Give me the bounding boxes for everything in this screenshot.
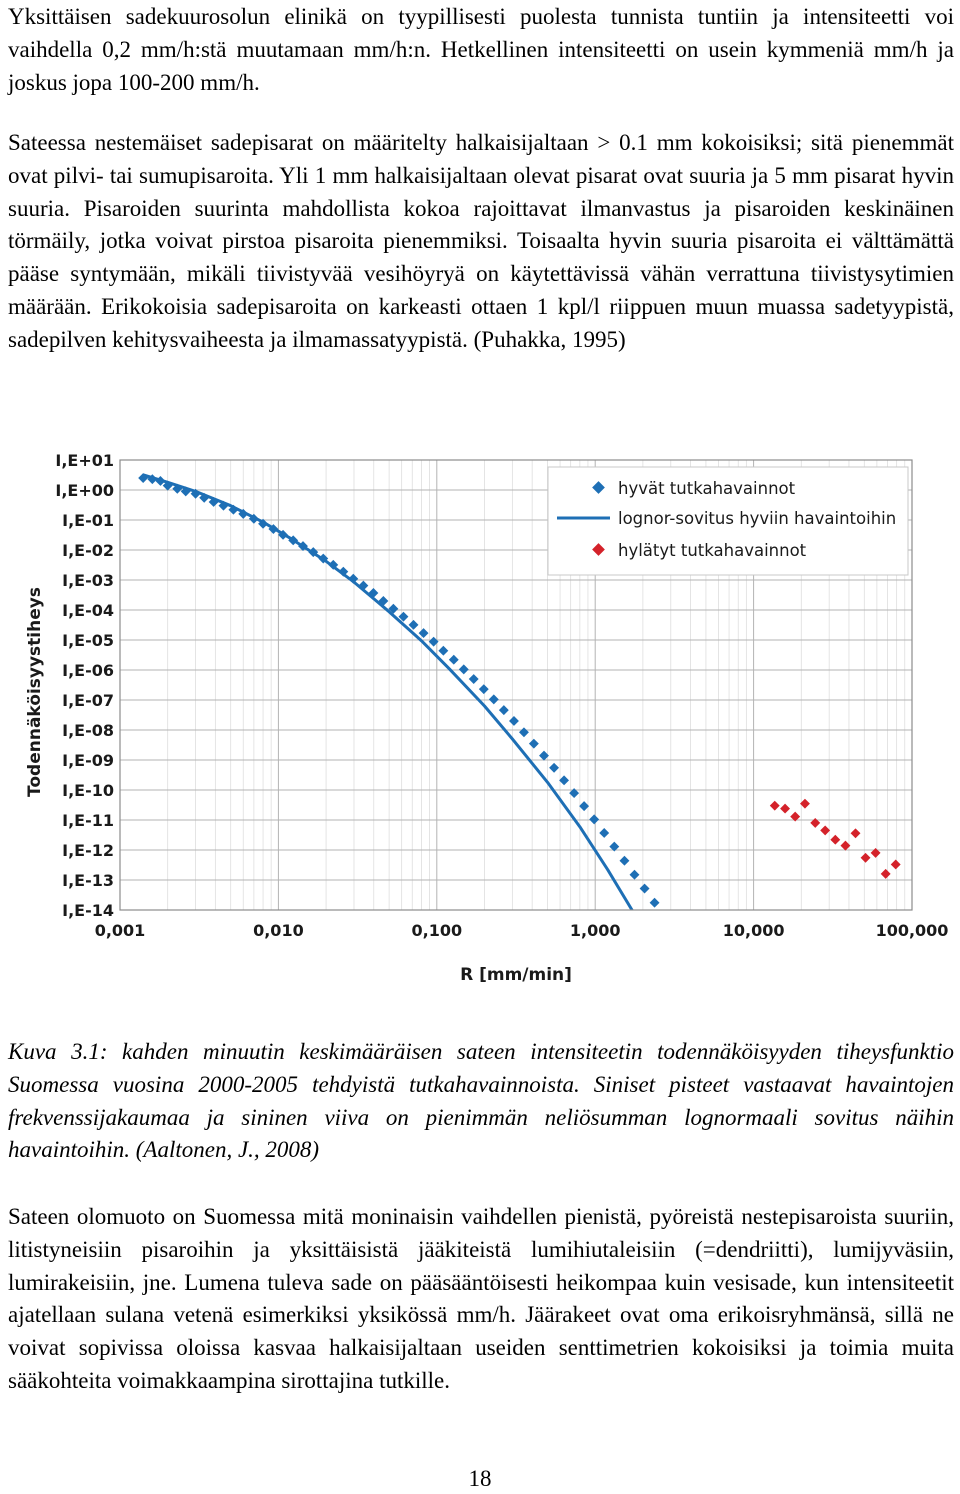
x-tick-label: 10,000 [722,921,785,940]
y-tick-label: I,E-07 [62,691,114,710]
x-axis-label: R [mm/min] [460,965,572,985]
data-point-good [730,996,740,1000]
y-tick-label: I,E-03 [62,571,114,590]
y-tick-label: I,E+01 [55,451,114,470]
data-point-good [710,975,720,985]
data-point-good [680,939,690,949]
legend-label-fit: lognor-sovitus hyviin havaintoihin [618,509,897,528]
paragraph-droplets: Sateessa nestemäiset sadepisarat on määritelty halkaisijaltaan > 0.1 mm kokoisiksi; sitä pienemmät ovat pilvi- tai sumupisaroita. Yli 1 mm halkaisijaltaan olevat pisarat ovat suuria ja 5 mm pisarat hyvin suuria. Pisaroiden suurinta mahdollista kokoa rajoittavat ilmanvastus ja pisaroiden keskinäinen törmäily, jotka voivat pirstoa pisaroita pienemmiksi. Toisaalta hyvin suuria pisaroita ei välttämättä pääse syntymään, mikäli tiivistyvää vesihöyryä on käytettävissä vähän verrattuna tiivistysytimien määrään. Erikokoisia sadepisaroita on karkeasti ottaen 1 kpl/l riippuen muun muassa sadetyypistä, sadepilven kehitysvaiheesta ja ilmamassatyypistä. (Puhakka, 1995) [8,130,954,352]
data-point-good [720,986,730,996]
y-tick-label: I,E-14 [62,901,114,920]
y-tick-labels [55,451,114,920]
y-tick-label: I,E-06 [62,661,114,680]
legend-label-good: hyvät tutkahavainnot [618,479,796,498]
y-tick-label: I,E-09 [62,751,114,770]
y-tick-label: I,E+00 [55,481,114,500]
y-tick-label: I,E-04 [62,601,114,620]
legend-label-rejected: hylätyt tutkahavainnot [618,541,807,560]
y-tick-label: I,E-10 [62,781,114,800]
x-tick-labels [95,921,949,940]
x-tick-label: 100,000 [875,921,949,940]
y-tick-label: I,E-05 [62,631,114,650]
x-tick-label: 0,010 [253,921,304,940]
data-point-good [670,925,680,935]
y-tick-label: I,E-02 [62,541,114,560]
x-tick-label: 0,001 [94,921,146,940]
x-tick-label: 0,100 [411,921,463,940]
y-tick-label: I,E-01 [62,511,114,530]
y-tick-label: I,E-13 [62,871,114,890]
legend [548,467,908,575]
probability-density-chart [0,440,960,1000]
paragraph-precipitation-forms: Sateen olomuoto on Suomessa mitä moninaisin vaihdellen pienistä, pyöreistä nestepisaroista suuriin, litistyneisiin pisaroihin ja yksittäisistä jääkiteistä lumihiutaleisiin (=dendriitti), lumijyväsiin, lumirakeisiin, jne. Lumena tuleva sade on pääsääntöisesti heikompaa kuin vesisade, kun intensiteetit ajatellaan sulana vetenä esimerkiksi yksikössä mm/h. Jäärakeet ovat oma erikoisryhmänsä, sillä ne voivat sopivissa oloissa kasvaa halkaisijaltaan useiden senttimetrien kokoisiksi ja toimia muita sääkohteita voimakkaampina sirottajina tutkille. [8,1204,954,1393]
paragraph-intro: Yksittäisen sadekuurosolun elinikä on tyypillisesti puolesta tunnista tuntiin ja intensiteetti voi vaihdella 0,2 mm/h:stä muutamaan mm/h:n. Hetkellinen intensiteetti on usein kymmeniä mm/h ja joskus jopa 100-200 mm/h. [8,4,954,95]
data-point-good [690,952,700,962]
x-tick-label: 1,000 [569,921,621,940]
y-tick-label: I,E-08 [62,721,114,740]
data-point-good [660,912,670,922]
y-tick-label: I,E-11 [62,811,114,830]
page-number: 18 [468,1466,492,1491]
y-axis-label: Todennäköisyystiheys [25,587,45,797]
y-tick-label: I,E-12 [62,841,114,860]
figure-caption: Kuva 3.1: kahden minuutin keskimääräisen sateen intensiteetin todennäköisyyden tiheysfunktio Suomessa vuosina 2000-2005 tehdyistä tutkahavainnoista. Siniset pisteet vastaavat havaintojen frekvenssijakaumaa ja sininen viiva on pienimmän neliösumman lognormaali sovitus näihin havaintoihin. (Aaltonen, J., 2008) [8,1039,954,1163]
data-point-good [700,964,710,974]
